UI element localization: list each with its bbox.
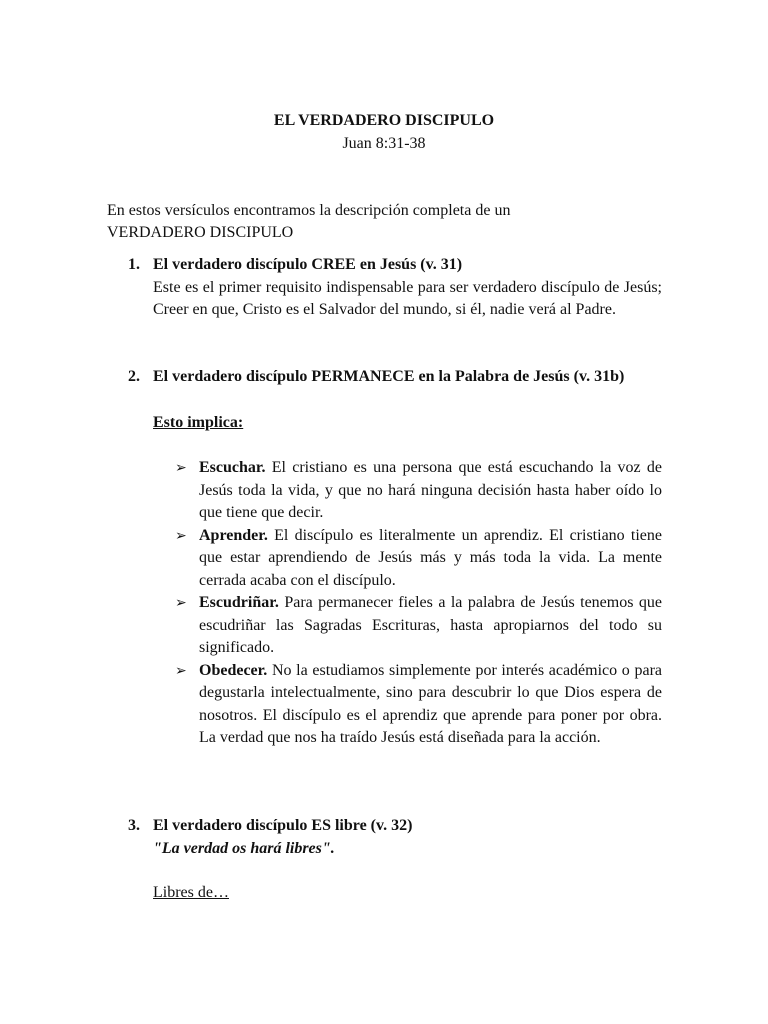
arrow-bullet-icon: ➢ — [175, 460, 187, 476]
section-1 — [128, 254, 662, 322]
list-item — [175, 660, 662, 750]
section-sub-label: Libres de… — [153, 884, 229, 901]
section-sub-label: Esto implica: — [153, 413, 244, 431]
bullet-term: Obedecer. — [199, 661, 268, 679]
section-heading: El verdadero discípulo PERMANECE en la Palabra de Jesús (v. 31b) — [153, 368, 625, 385]
list-item — [175, 525, 662, 593]
section-number: 2. — [128, 368, 140, 385]
section-3 — [128, 815, 662, 905]
section-number: 1. — [128, 256, 140, 273]
list-item — [175, 592, 662, 660]
section-quote: "La verdad os hará libres". — [153, 839, 335, 857]
arrow-bullet-icon: ➢ — [175, 527, 187, 544]
section-heading: El verdadero discípulo CREE en Jesús (v. 31) — [153, 256, 463, 273]
bullet-text: El discípulo es literalmente un aprendiz. El cristiano tiene que estar aprendiendo de Jesús más y más toda la vida. La mente cerrada acaba con el discípulo. — [199, 526, 662, 589]
section-number: 3. — [128, 817, 140, 834]
section-text: Este es el primer requisito indispensable para ser verdadero discípulo de Jesús; Creer en que, Cristo es el Salvador del mundo, si él, nadie verá al Padre. — [153, 278, 662, 318]
section-heading: El verdadero discípulo ES libre (v. 32) — [153, 817, 413, 834]
arrow-bullet-icon: ➢ — [175, 662, 187, 679]
bullet-text: Para permanecer fieles a la palabra de Jesús tenemos que escudriñar las Sagradas Escrituras, hasta apropiarnos del todo su significado. — [199, 594, 662, 656]
bullet-text: No la estudiamos simplemente por interés académico o para degustarla intelectualmente, sino para descubrir lo que Dios espera de nosotros. El discípulo es el aprendiz que aprende para poner por obra. La verdad que nos ha traído Jesús está diseñada para la acción. — [199, 661, 662, 746]
bullet-text: El cristiano es una persona que está escuchando la voz de Jesús toda la vida, y que no hará ninguna decisión hasta haber oído lo que tiene que decir. — [199, 459, 662, 521]
intro-paragraph: En estos versículos encontramos la descripción completa de un VERDADERO DISCIPULO — [107, 202, 511, 241]
document-subtitle: Juan 8:31-38 — [342, 135, 426, 152]
section-2 — [128, 366, 662, 766]
list-item — [175, 457, 662, 525]
bullet-term: Escuchar. — [199, 459, 266, 476]
document-title: EL VERDADERO DISCIPULO — [273, 112, 495, 129]
bullet-list — [175, 457, 662, 750]
bullet-term: Aprender. — [199, 526, 268, 544]
arrow-bullet-icon: ➢ — [175, 595, 187, 611]
bullet-term: Escudriñar. — [199, 594, 279, 611]
